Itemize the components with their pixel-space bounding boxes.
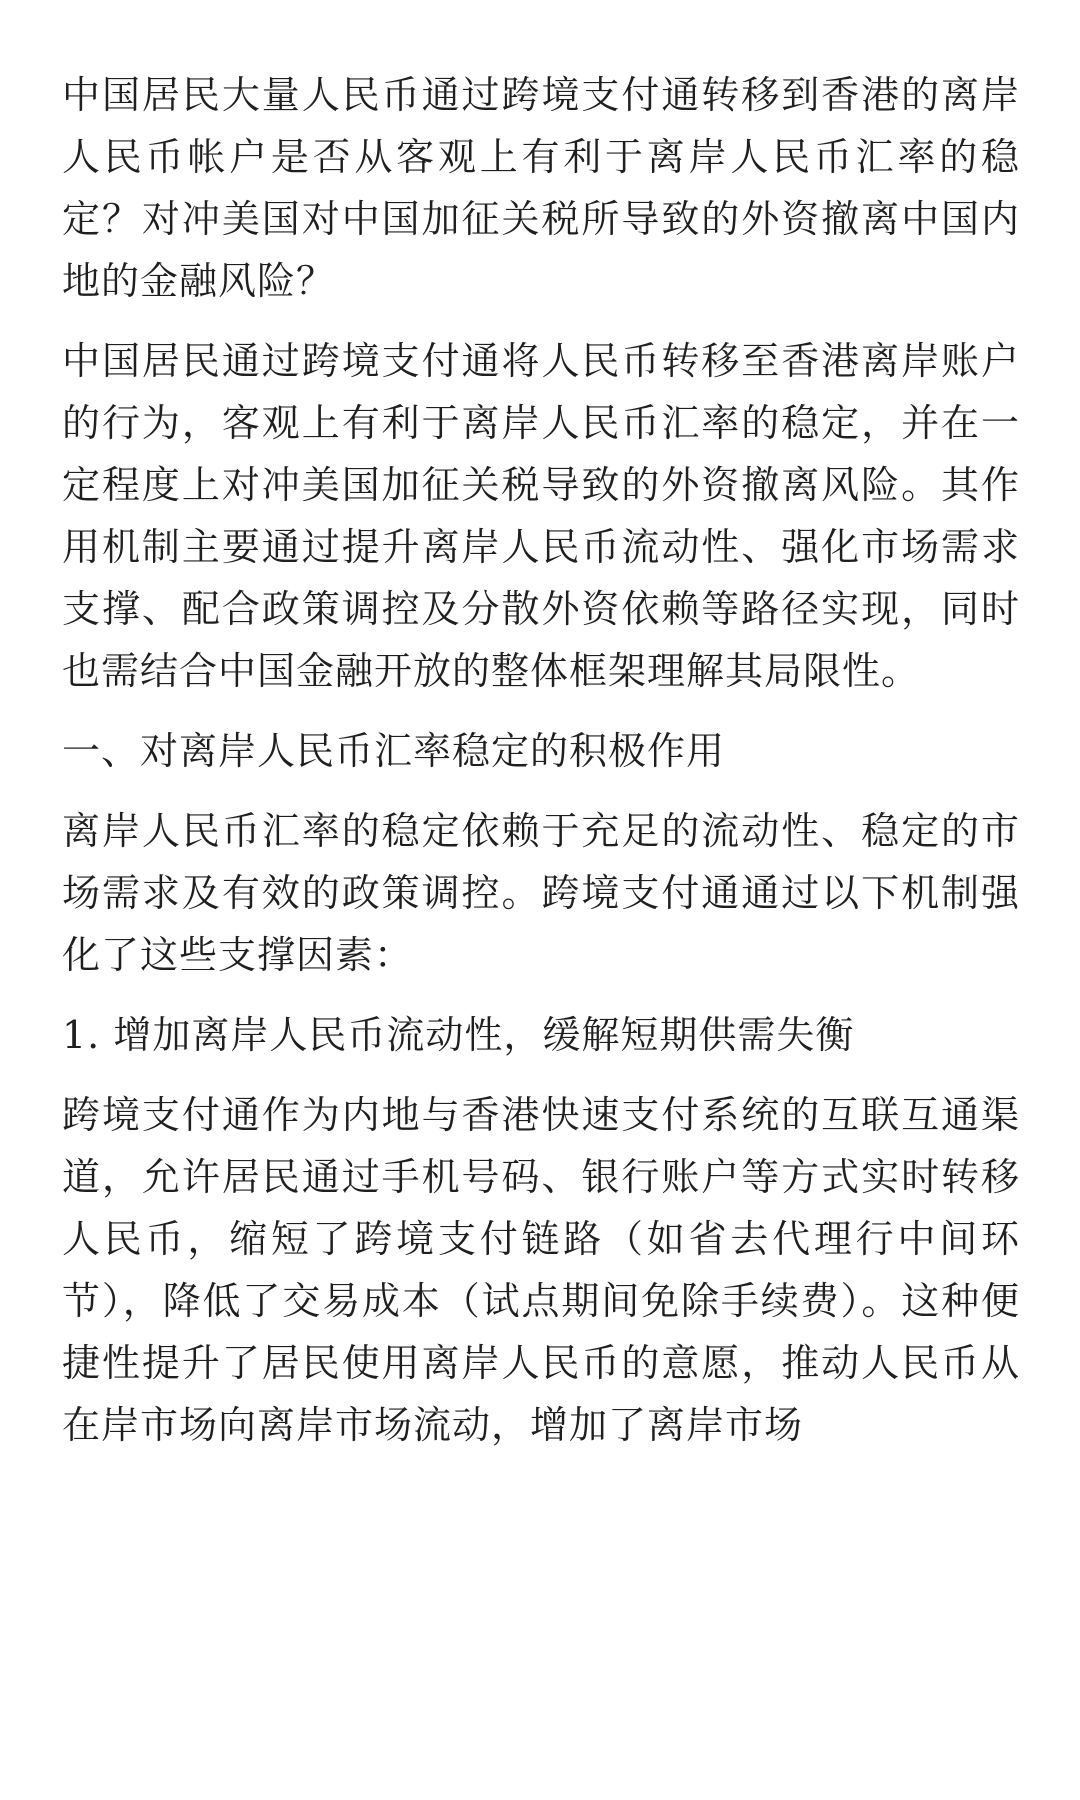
question-paragraph: 中国居民大量人民币通过跨境支付通转移到香港的离岸人民币帐户是否从客观上有利于离岸人民币汇率的稳定？对冲美国对中国加征关税所导致的外资撤离中国内地的金融风险？ [62, 73, 1020, 303]
article-body [62, 64, 1020, 1474]
subsection-1-heading: 1. 增加离岸人民币流动性，缓解短期供需失衡 [62, 1013, 855, 1057]
subsection-1-body-paragraph: 跨境支付通作为内地与香港快速支付系统的互联互通渠道，允许居民通过手机号码、银行账户等方式实时转移人民币，缩短了跨境支付链路（如省去代理行中间环节），降低了交易成本（试点期间免除手续费）。这种便捷性提升了居民使用离岸人民币的意愿，推动人民币从在岸市场向离岸市场流动，增加了离岸市场 [62, 1093, 1020, 1447]
section-1-intro-paragraph: 离岸人民币汇率的稳定依赖于充足的流动性、稳定的市场需求及有效的政策调控。跨境支付通通过以下机制强化了这些支撑因素： [62, 809, 1020, 977]
intro-paragraph: 中国居民通过跨境支付通将人民币转移至香港离岸账户的行为，客观上有利于离岸人民币汇率的稳定，并在一定程度上对冲美国加征关税导致的外资撤离风险。其作用机制主要通过提升离岸人民币流动性、强化市场需求支撑、配合政策调控及分散外资依赖等路径实现，同时也需结合中国金融开放的整体框架理解其局限性。 [62, 339, 1020, 693]
section-1-heading: 一、对离岸人民币汇率稳定的积极作用 [62, 729, 726, 773]
